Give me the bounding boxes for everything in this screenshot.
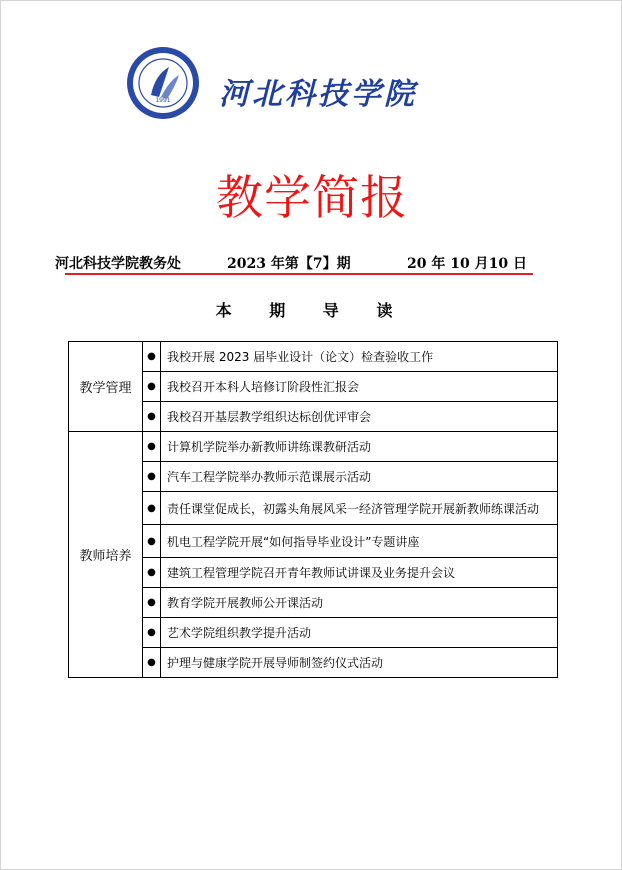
table-row: [69, 648, 558, 678]
red-divider: [65, 273, 533, 275]
contents-table: [68, 341, 558, 678]
issue-info-line: [55, 253, 535, 275]
category-teaching-management: 教学管理: [69, 342, 143, 432]
issue-number: 2023 年第【7】期: [227, 256, 351, 272]
guide-title: 本 期 导 读: [215, 301, 409, 320]
list-item[interactable]: 我校召开基层教学组织达标创优评审会: [161, 402, 558, 432]
list-item[interactable]: 我校开展 2023 届毕业设计（论文）检查验收工作: [161, 342, 558, 372]
category-teacher-training: 教师培养: [69, 432, 143, 678]
table-row: [69, 558, 558, 588]
bullet-icon: ●: [143, 462, 161, 492]
table-row: [69, 432, 558, 462]
bullet-icon: ●: [143, 402, 161, 432]
school-name: 河北科技学院: [219, 77, 417, 112]
publisher-label: 河北科技学院教务处: [55, 256, 181, 272]
svg-text:1991: 1991: [155, 97, 171, 104]
table-row: [69, 402, 558, 432]
list-item[interactable]: 汽车工程学院举办教师示范课展示活动: [161, 462, 558, 492]
bullet-icon: ●: [143, 525, 161, 558]
bullet-icon: ●: [143, 618, 161, 648]
issue-date: 20 年 10 月10 日: [407, 256, 527, 272]
table-row: [69, 618, 558, 648]
bullet-icon: ●: [143, 372, 161, 402]
table-row: [69, 342, 558, 372]
list-item[interactable]: 我校召开本科人培修订阶段性汇报会: [161, 372, 558, 402]
list-item[interactable]: 艺术学院组织教学提升活动: [161, 618, 558, 648]
table-row: [69, 492, 558, 525]
list-item[interactable]: 机电工程学院开展“如何指导毕业设计”专题讲座: [161, 525, 558, 558]
bullet-icon: ●: [143, 648, 161, 678]
table-row: [69, 588, 558, 618]
bullet-icon: ●: [143, 558, 161, 588]
school-header: [125, 45, 445, 135]
table-row: [69, 462, 558, 492]
list-item[interactable]: 护理与健康学院开展导师制签约仪式活动: [161, 648, 558, 678]
list-item[interactable]: 责任课堂促成长，初露头角展风采一经济管理学院开展新教师练课活动: [161, 492, 558, 525]
university-seal-logo: [125, 45, 201, 121]
bullet-icon: ●: [143, 432, 161, 462]
bullet-icon: ●: [143, 492, 161, 525]
list-item[interactable]: 建筑工程管理学院召开青年教师试讲课及业务提升会议: [161, 558, 558, 588]
bulletin-title: 教学简报: [216, 171, 408, 226]
bullet-icon: ●: [143, 588, 161, 618]
table-row: [69, 372, 558, 402]
bullet-icon: ●: [143, 342, 161, 372]
list-item[interactable]: 教育学院开展教师公开课活动: [161, 588, 558, 618]
list-item[interactable]: 计算机学院举办新教师讲练课教研活动: [161, 432, 558, 462]
table-row: [69, 525, 558, 558]
